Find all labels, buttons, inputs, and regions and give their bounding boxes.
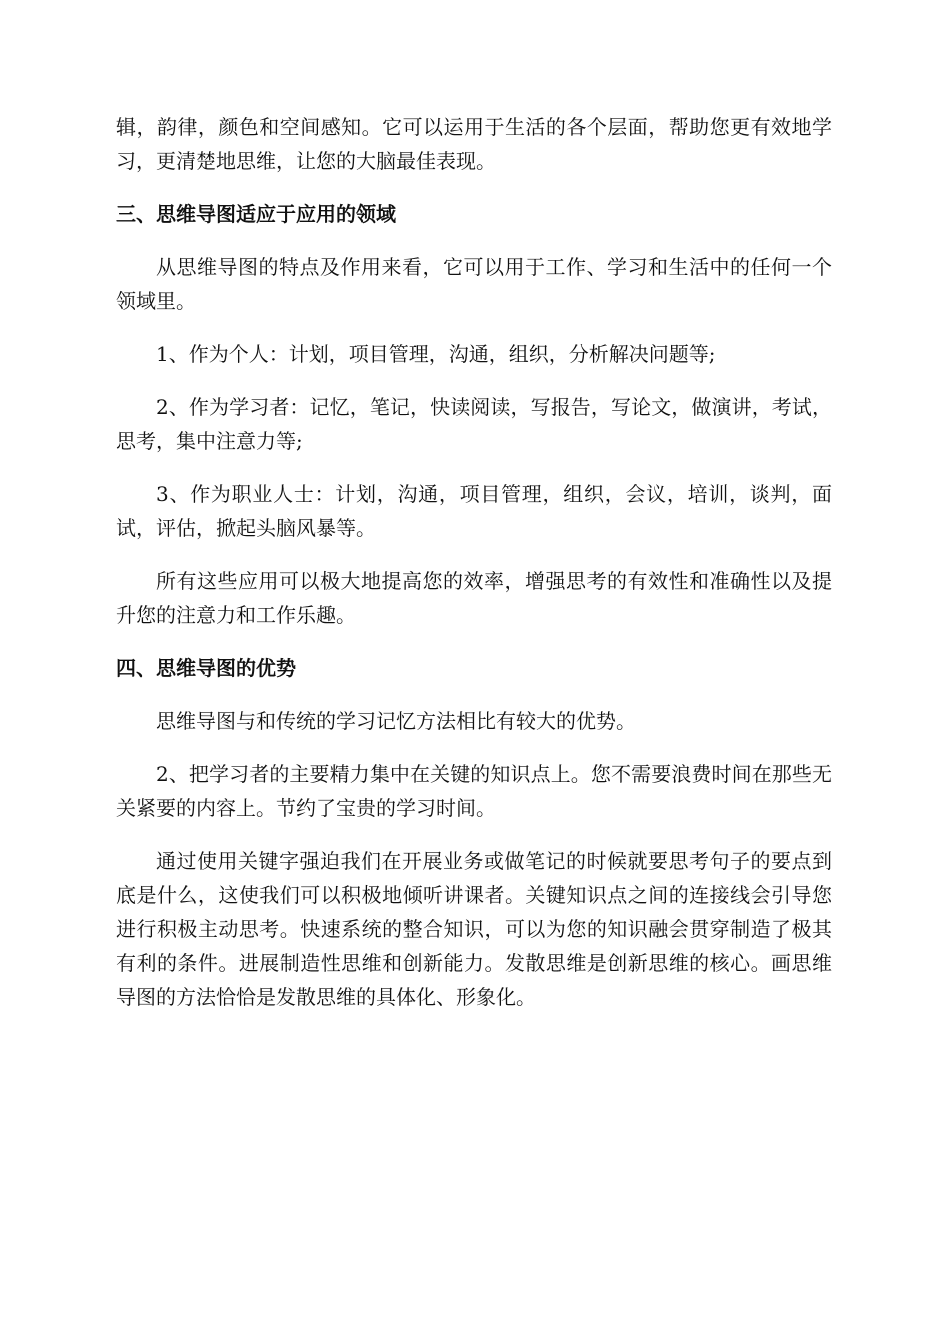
section4-heading: 四、思维导图的优势	[116, 656, 296, 680]
section3-intro-paragraph: 从思维导图的特点及作用来看，它可以用于工作、学习和生活中的任何一个领域里。	[116, 255, 832, 313]
document-page	[116, 110, 832, 1014]
section4-point-2: 2、把学习者的主要精力集中在关键的知识点上。您不需要浪费时间在那些无关紧要的内容上。节约了宝贵的学习时间。	[116, 762, 832, 820]
intro-continuation-paragraph: 辑，韵律，颜色和空间感知。它可以运用于生活的各个层面，帮助您更有效地学习，更清楚地思维，让您的大脑最佳表现。	[116, 115, 832, 173]
section4-body-paragraph: 通过使用关键字强迫我们在开展业务或做笔记的时候就要思考句子的要点到底是什么，这使我们可以积极地倾听讲课者。关键知识点之间的连接线会引导您进行积极主动思考。快速系统的整合知识，可以为您的知识融会贯穿制造了极其有利的条件。进展制造性思维和创新能力。发散思维是创新思维的核心。画思维导图的方法恰恰是发散思维的具体化、形象化。	[116, 849, 832, 1009]
section3-summary-paragraph: 所有这些应用可以极大地提高您的效率，增强思考的有效性和准确性以及提升您的注意力和工作乐趣。	[116, 569, 832, 627]
section4-intro-paragraph: 思维导图与和传统的学习记忆方法相比有较大的优势。	[156, 709, 636, 733]
section3-item-2: 2、作为学习者：记忆，笔记，快读阅读，写报告，写论文，做演讲，考试，思考，集中注意力等;	[116, 395, 832, 453]
section3-item-3: 3、作为职业人士：计划，沟通，项目管理，组织，会议，培训，谈判，面试，评估，掀起头脑风暴等。	[116, 482, 832, 540]
section3-heading: 三、思维导图适应于应用的领域	[116, 202, 396, 226]
section3-item-1: 1、作为个人：计划，项目管理，沟通，组织，分析解决问题等;	[156, 342, 716, 366]
